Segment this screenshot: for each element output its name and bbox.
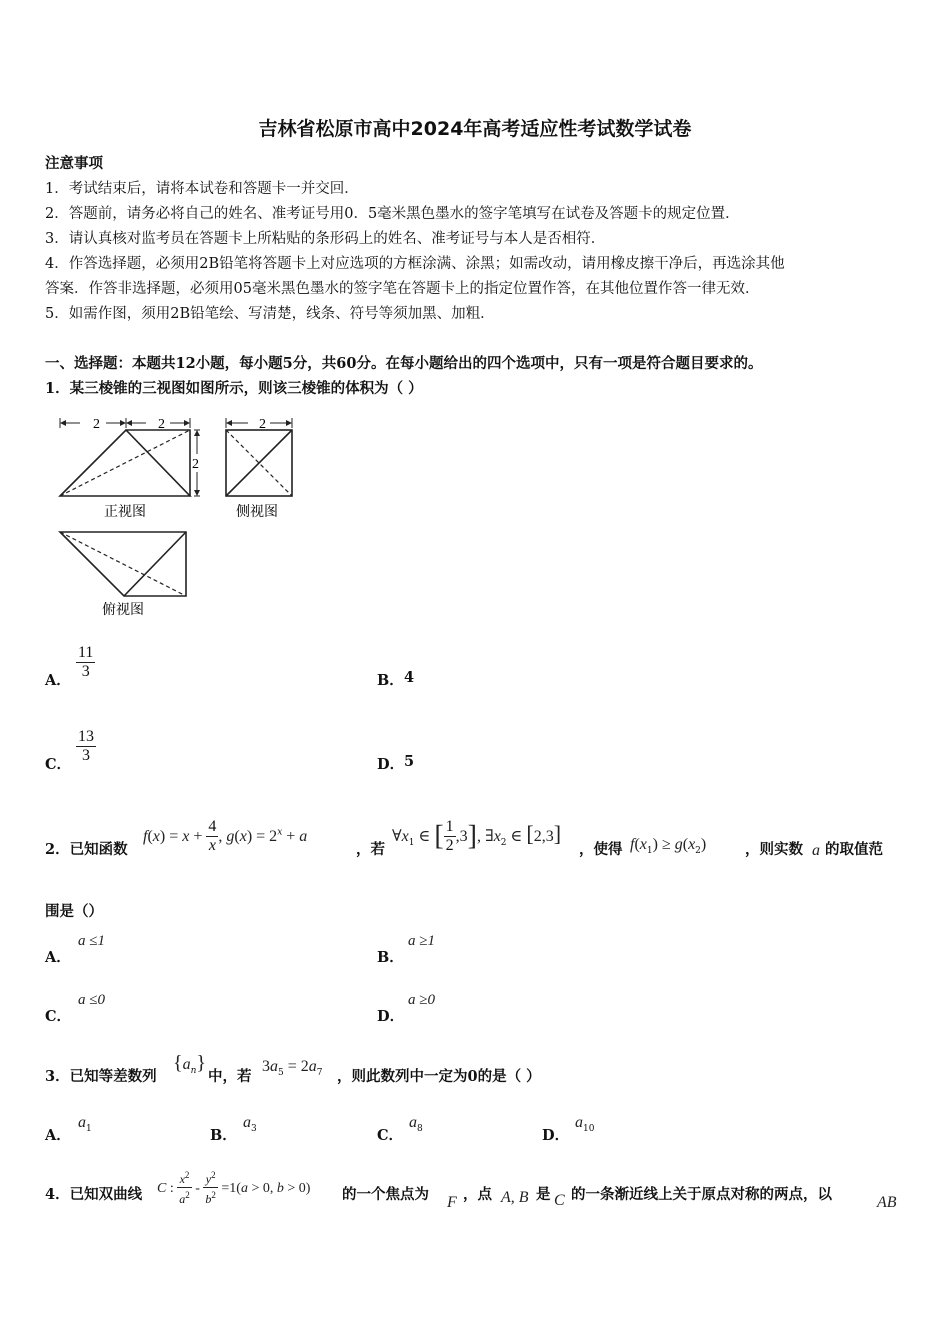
q1-stem: 1．某三棱锥的三视图如图所示，则该三棱锥的体积为（ ） (45, 380, 423, 397)
q1-option-a-value: $\frac{11}{3}$ (78, 644, 94, 680)
q4-suffix: 的一条渐近线上关于原点对称的两点，以 (571, 1186, 832, 1203)
notice-item: 1．考试结束后，请将本试卷和答题卡一并交回． (45, 181, 359, 197)
q4-mid1: 的一个焦点为 (342, 1186, 429, 1203)
q3-sequence: $\{a_n\}$ (173, 1052, 207, 1077)
q2-option-c-value: a ≤0 (78, 992, 105, 1008)
q2-line2: 围是（） (45, 903, 103, 920)
front-view-label: 正视图 (104, 504, 146, 520)
q1-option-c-value: $\frac{13}{3}$ (78, 728, 94, 764)
q2-option-b-label: B． (377, 949, 404, 966)
q3-condition: $3a_5 = 2a_7$ (262, 1058, 323, 1079)
notice-item: 答案．作答非选择题，必须用05毫米黑色墨水的签字笔在答题卡上的指定位置作答，在其他位置作答一律无效． (45, 281, 760, 297)
q3-option-c-label: C． (377, 1127, 404, 1144)
page-title: 吉林省松原市高中2024年高考适应性考试数学试卷 (258, 118, 692, 140)
q4-mid2: ，点 (463, 1186, 492, 1203)
three-view-figure (48, 410, 308, 625)
q3-option-a-value: $a_1$ (78, 1114, 92, 1135)
q4-segment-ab: AB (877, 1194, 897, 1211)
q3-mid: 中，若 (208, 1068, 252, 1085)
q2-var-a: a (812, 842, 820, 859)
q3-suffix: ，则此数列中一定为0的是（ ） (337, 1068, 541, 1085)
q2-option-d-value: a ≥0 (408, 992, 435, 1008)
q3-option-c-value: $a_8$ (409, 1114, 423, 1135)
q3-option-a-label: A． (45, 1127, 71, 1144)
q2-function-formula: f(x) = x + $\frac{4}{x}$ , $g(x) = 2^x + a$ (143, 818, 308, 854)
notice-item: 4．作答选择题，必须用2B铅笔将答题卡上对应选项的方框涂满、涂黑；如需改动，请用橡皮擦干净后，再选涂其他 (45, 256, 785, 272)
notice-item: 3．请认真核对监考员在答题卡上所粘贴的条形码上的姓名、准考证号与本人是否相符． (45, 231, 606, 247)
dim-label: 2 (259, 417, 266, 432)
notice-item: 5．如需作图，须用2B铅笔绘、写清楚，线条、符号等须加黑、加粗． (45, 306, 495, 322)
q3-option-d-value: $a_{10}$ (575, 1114, 595, 1135)
q2-option-d-label: D． (377, 1008, 405, 1025)
q1-option-a-label: A． (45, 672, 71, 689)
q2-option-b-value: a ≥1 (408, 933, 435, 949)
notice-heading: 注意事项 (45, 155, 103, 172)
q4-curve-c: C (554, 1192, 565, 1209)
notice-item: 2．答题前，请务必将自己的姓名、准考证号用0．5毫米黑色墨水的签字笔填写在试卷及答题卡的规定位置． (45, 206, 740, 222)
q4-prefix: 4．已知双曲线 (45, 1186, 143, 1203)
q4-mid3: 是 (536, 1186, 551, 1203)
top-view-label: 俯视图 (102, 602, 144, 618)
q1-option-b-label: B． (377, 672, 404, 689)
dim-label: 2 (93, 417, 100, 432)
q2-mid3: ，则实数 (745, 841, 803, 858)
q2-prefix: 2．已知函数 (45, 841, 128, 858)
section-heading: 一、选择题：本题共12小题，每小题5分，共60分。在每小题给出的四个选项中，只有一项是符合题目要求的。 (45, 355, 763, 372)
q1-option-b-value: 4 (404, 669, 415, 686)
q2-inequality: $f(x_1) \ge g(x_2)$ (630, 836, 707, 857)
q4-focus-f: F (447, 1194, 457, 1211)
q2-condition: $\forall x_1$ ∈ [ $\frac{1}{2}$ ,3], $\exists x_2$ ∈ [2,3] (392, 818, 562, 854)
q2-suffix: 的取值范 (825, 841, 883, 858)
q2-mid2: ，使得 (579, 841, 623, 858)
dim-label: 2 (158, 417, 165, 432)
q3-prefix: 3．已知等差数列 (45, 1068, 157, 1085)
q1-option-d-label: D． (377, 756, 405, 773)
q4-hyperbola-formula: C : $\frac{x^2}{a^2}$ - $\frac{y^2}{b^2}$ =1(a > 0, b > 0) (157, 1170, 311, 1206)
q2-mid1: ，若 (356, 841, 385, 858)
q1-option-c-label: C． (45, 756, 72, 773)
q3-option-d-label: D． (542, 1127, 570, 1144)
q3-option-b-label: B． (210, 1127, 237, 1144)
q2-option-c-label: C． (45, 1008, 72, 1025)
side-view-label: 侧视图 (236, 504, 278, 520)
q1-option-d-value: 5 (404, 753, 415, 770)
q4-points-ab: A, B (501, 1189, 529, 1206)
q2-option-a-label: A． (45, 949, 71, 966)
dim-label: 2 (192, 457, 199, 472)
q2-option-a-value: a ≤1 (78, 933, 105, 949)
q3-option-b-value: $a_3$ (243, 1114, 257, 1135)
